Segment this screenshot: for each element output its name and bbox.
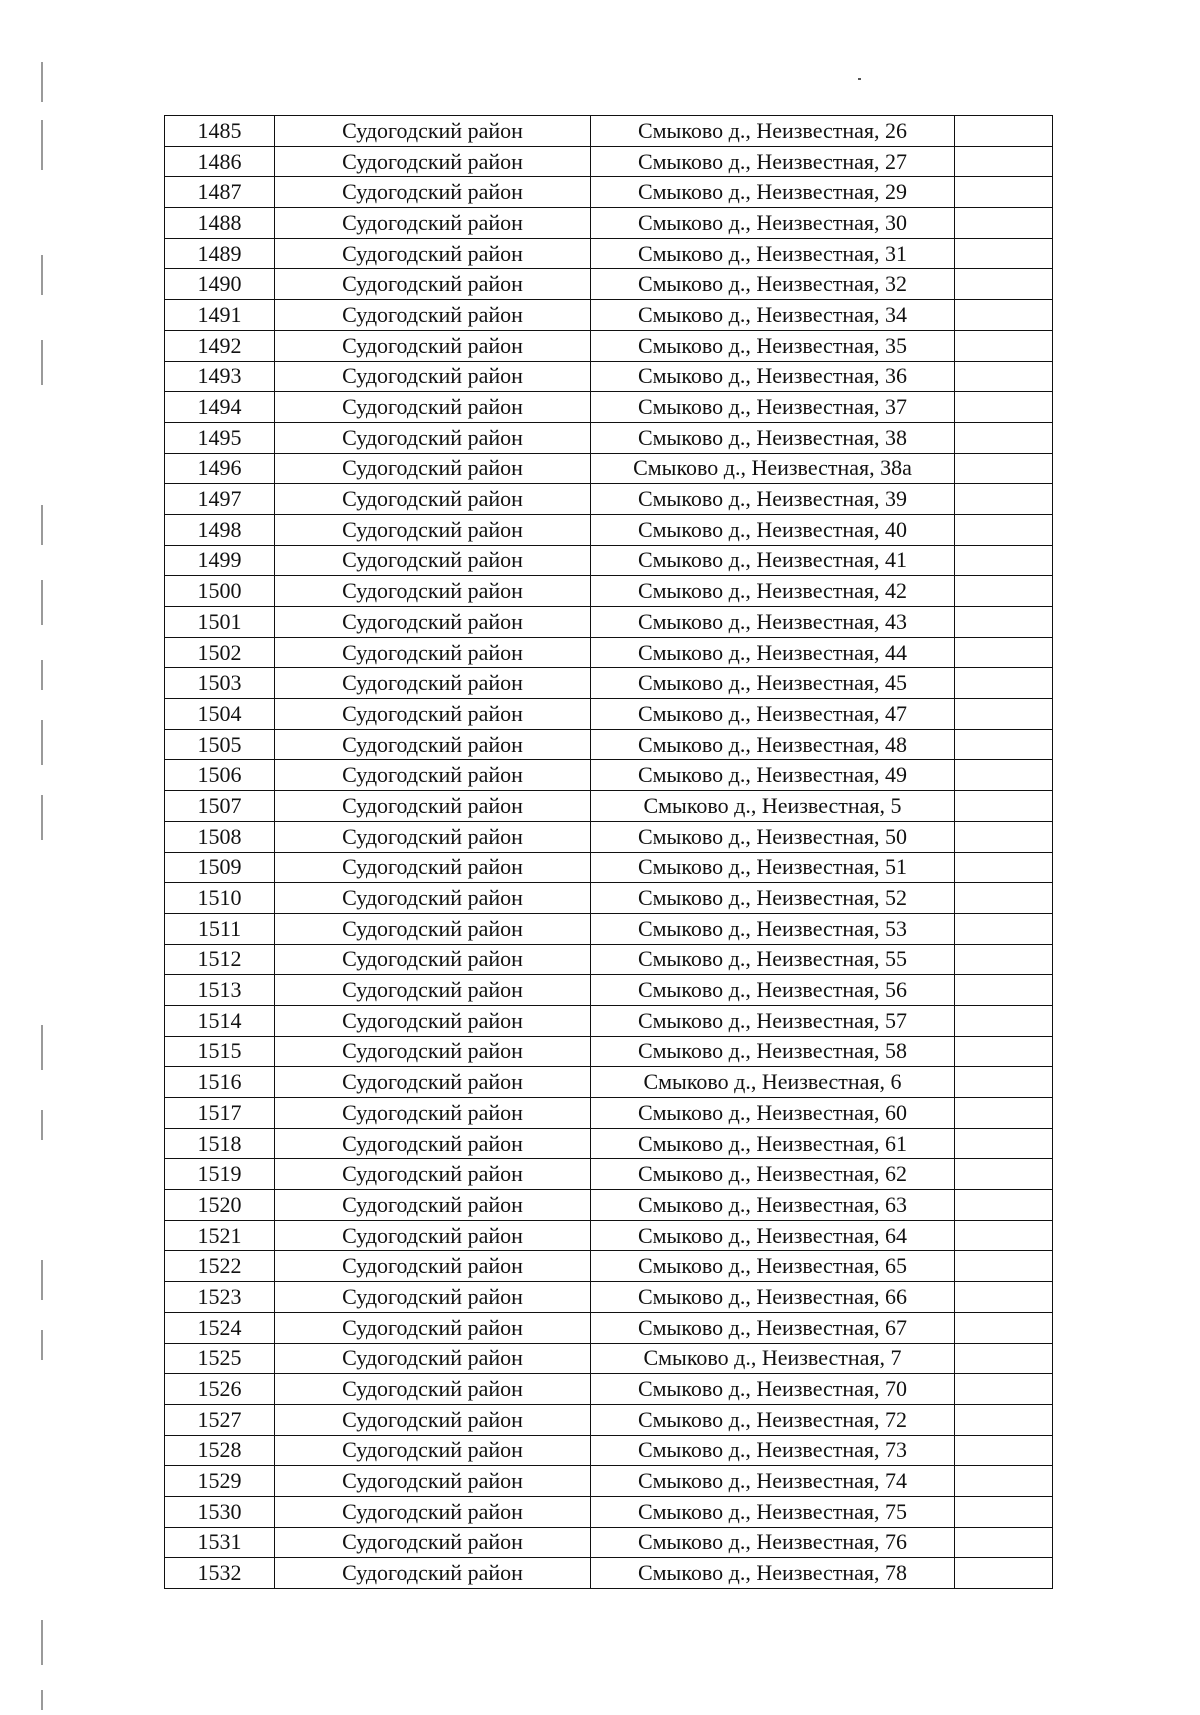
extra-cell [955, 1036, 1053, 1067]
table-row [165, 177, 1053, 208]
table-row [165, 668, 1053, 699]
table-body [165, 116, 1053, 1589]
district-cell: Судогодский район [275, 576, 591, 607]
scan-artifact [41, 720, 43, 765]
address-cell: Смыково д., Неизвестная, 31 [591, 238, 955, 269]
row-number: 1525 [165, 1343, 275, 1374]
address-cell: Смыково д., Неизвестная, 47 [591, 699, 955, 730]
row-number: 1511 [165, 913, 275, 944]
table-row [165, 1374, 1053, 1405]
address-cell: Смыково д., Неизвестная, 30 [591, 208, 955, 239]
table-row [165, 821, 1053, 852]
extra-cell [955, 1282, 1053, 1313]
address-cell: Смыково д., Неизвестная, 41 [591, 545, 955, 576]
district-cell: Судогодский район [275, 300, 591, 331]
address-cell: Смыково д., Неизвестная, 65 [591, 1251, 955, 1282]
address-cell: Смыково д., Неизвестная, 70 [591, 1374, 955, 1405]
address-cell: Смыково д., Неизвестная, 56 [591, 975, 955, 1006]
district-cell: Судогодский район [275, 238, 591, 269]
district-cell: Судогодский район [275, 1036, 591, 1067]
district-cell: Судогодский район [275, 852, 591, 883]
extra-cell [955, 1343, 1053, 1374]
table-row [165, 852, 1053, 883]
row-number: 1507 [165, 791, 275, 822]
row-number: 1530 [165, 1496, 275, 1527]
extra-cell [955, 607, 1053, 638]
extra-cell [955, 699, 1053, 730]
row-number: 1510 [165, 883, 275, 914]
district-cell: Судогодский район [275, 1558, 591, 1589]
district-cell: Судогодский район [275, 1098, 591, 1129]
district-cell: Судогодский район [275, 361, 591, 392]
address-cell: Смыково д., Неизвестная, 64 [591, 1220, 955, 1251]
row-number: 1492 [165, 330, 275, 361]
scan-artifact [41, 1330, 43, 1360]
row-number: 1531 [165, 1527, 275, 1558]
extra-cell [955, 729, 1053, 760]
extra-cell [955, 1098, 1053, 1129]
scan-artifact [41, 255, 43, 295]
extra-cell [955, 1374, 1053, 1405]
extra-cell [955, 1128, 1053, 1159]
table-row [165, 883, 1053, 914]
address-cell: Смыково д., Неизвестная, 52 [591, 883, 955, 914]
district-cell: Судогодский район [275, 514, 591, 545]
district-cell: Судогодский район [275, 177, 591, 208]
district-cell: Судогодский район [275, 668, 591, 699]
extra-cell [955, 116, 1053, 147]
address-cell: Смыково д., Неизвестная, 32 [591, 269, 955, 300]
district-cell: Судогодский район [275, 1466, 591, 1497]
address-cell: Смыково д., Неизвестная, 7 [591, 1343, 955, 1374]
address-cell: Смыково д., Неизвестная, 27 [591, 146, 955, 177]
address-cell: Смыково д., Неизвестная, 34 [591, 300, 955, 331]
district-cell: Судогодский район [275, 392, 591, 423]
table-row [165, 1558, 1053, 1589]
table-row [165, 637, 1053, 668]
district-cell: Судогодский район [275, 883, 591, 914]
district-cell: Судогодский район [275, 1190, 591, 1221]
table-row [165, 300, 1053, 331]
address-cell: Смыково д., Неизвестная, 6 [591, 1067, 955, 1098]
table-row [165, 1312, 1053, 1343]
scan-artifact [41, 1025, 43, 1070]
address-cell: Смыково д., Неизвестная, 53 [591, 913, 955, 944]
row-number: 1526 [165, 1374, 275, 1405]
address-cell: Смыково д., Неизвестная, 43 [591, 607, 955, 638]
table-row [165, 453, 1053, 484]
table-row [165, 514, 1053, 545]
address-cell: Смыково д., Неизвестная, 61 [591, 1128, 955, 1159]
extra-cell [955, 422, 1053, 453]
district-cell: Судогодский район [275, 729, 591, 760]
row-number: 1504 [165, 699, 275, 730]
row-number: 1528 [165, 1435, 275, 1466]
extra-cell [955, 269, 1053, 300]
district-cell: Судогодский район [275, 760, 591, 791]
table-row [165, 607, 1053, 638]
address-cell: Смыково д., Неизвестная, 67 [591, 1312, 955, 1343]
table-row [165, 1435, 1053, 1466]
address-cell: Смыково д., Неизвестная, 42 [591, 576, 955, 607]
table-row [165, 146, 1053, 177]
table-row [165, 576, 1053, 607]
table-row [165, 116, 1053, 147]
table-row [165, 269, 1053, 300]
extra-cell [955, 668, 1053, 699]
row-number: 1522 [165, 1251, 275, 1282]
scan-artifact [41, 1620, 43, 1665]
address-cell: Смыково д., Неизвестная, 36 [591, 361, 955, 392]
row-number: 1513 [165, 975, 275, 1006]
extra-cell [955, 1312, 1053, 1343]
scan-artifact [41, 120, 43, 170]
district-cell: Судогодский район [275, 913, 591, 944]
extra-cell [955, 1067, 1053, 1098]
row-number: 1494 [165, 392, 275, 423]
table-row [165, 422, 1053, 453]
row-number: 1505 [165, 729, 275, 760]
address-cell: Смыково д., Неизвестная, 55 [591, 944, 955, 975]
extra-cell [955, 637, 1053, 668]
scan-artifact [41, 62, 43, 102]
row-number: 1519 [165, 1159, 275, 1190]
address-cell: Смыково д., Неизвестная, 26 [591, 116, 955, 147]
extra-cell [955, 913, 1053, 944]
address-cell: Смыково д., Неизвестная, 76 [591, 1527, 955, 1558]
address-cell: Смыково д., Неизвестная, 44 [591, 637, 955, 668]
row-number: 1491 [165, 300, 275, 331]
row-number: 1490 [165, 269, 275, 300]
address-cell: Смыково д., Неизвестная, 73 [591, 1435, 955, 1466]
row-number: 1517 [165, 1098, 275, 1129]
district-cell: Судогодский район [275, 208, 591, 239]
table-row [165, 1128, 1053, 1159]
scan-artifact [41, 1110, 43, 1140]
row-number: 1495 [165, 422, 275, 453]
table-row [165, 699, 1053, 730]
row-number: 1493 [165, 361, 275, 392]
address-cell: Смыково д., Неизвестная, 40 [591, 514, 955, 545]
table-row [165, 1404, 1053, 1435]
table-row [165, 545, 1053, 576]
address-cell: Смыково д., Неизвестная, 29 [591, 177, 955, 208]
extra-cell [955, 1558, 1053, 1589]
row-number: 1520 [165, 1190, 275, 1221]
extra-cell [955, 453, 1053, 484]
row-number: 1499 [165, 545, 275, 576]
address-cell: Смыково д., Неизвестная, 57 [591, 1005, 955, 1036]
table-row [165, 791, 1053, 822]
row-number: 1497 [165, 484, 275, 515]
table-row [165, 1251, 1053, 1282]
address-cell: Смыково д., Неизвестная, 63 [591, 1190, 955, 1221]
district-cell: Судогодский район [275, 1005, 591, 1036]
table-row [165, 238, 1053, 269]
address-cell: Смыково д., Неизвестная, 72 [591, 1404, 955, 1435]
row-number: 1485 [165, 116, 275, 147]
district-cell: Судогодский район [275, 607, 591, 638]
table-row [165, 975, 1053, 1006]
table-row [165, 1220, 1053, 1251]
address-cell: Смыково д., Неизвестная, 50 [591, 821, 955, 852]
extra-cell [955, 300, 1053, 331]
extra-cell [955, 883, 1053, 914]
row-number: 1496 [165, 453, 275, 484]
district-cell: Судогодский район [275, 821, 591, 852]
extra-cell [955, 975, 1053, 1006]
district-cell: Судогодский район [275, 116, 591, 147]
address-cell: Смыково д., Неизвестная, 66 [591, 1282, 955, 1313]
table-row [165, 1527, 1053, 1558]
row-number: 1527 [165, 1404, 275, 1435]
table-row [165, 1098, 1053, 1129]
extra-cell [955, 576, 1053, 607]
district-cell: Судогодский район [275, 1343, 591, 1374]
extra-cell [955, 821, 1053, 852]
district-cell: Судогодский район [275, 1374, 591, 1405]
extra-cell [955, 852, 1053, 883]
district-cell: Судогодский район [275, 330, 591, 361]
row-number: 1503 [165, 668, 275, 699]
extra-cell [955, 484, 1053, 515]
district-cell: Судогодский район [275, 1496, 591, 1527]
district-cell: Судогодский район [275, 1220, 591, 1251]
table-row [165, 361, 1053, 392]
district-cell: Судогодский район [275, 791, 591, 822]
extra-cell [955, 238, 1053, 269]
address-cell: Смыково д., Неизвестная, 5 [591, 791, 955, 822]
extra-cell [955, 760, 1053, 791]
table-row [165, 1159, 1053, 1190]
table-row [165, 944, 1053, 975]
row-number: 1521 [165, 1220, 275, 1251]
row-number: 1489 [165, 238, 275, 269]
scan-artifact [41, 660, 43, 690]
district-cell: Судогодский район [275, 1251, 591, 1282]
address-cell: Смыково д., Неизвестная, 45 [591, 668, 955, 699]
extra-cell [955, 944, 1053, 975]
address-cell: Смыково д., Неизвестная, 62 [591, 1159, 955, 1190]
address-cell: Смыково д., Неизвестная, 74 [591, 1466, 955, 1497]
district-cell: Судогодский район [275, 453, 591, 484]
extra-cell [955, 1496, 1053, 1527]
scan-artifact [41, 340, 43, 385]
district-cell: Судогодский район [275, 1159, 591, 1190]
table-row [165, 1466, 1053, 1497]
address-cell: Смыково д., Неизвестная, 75 [591, 1496, 955, 1527]
address-cell: Смыково д., Неизвестная, 48 [591, 729, 955, 760]
district-cell: Судогодский район [275, 975, 591, 1006]
scan-artifact [858, 78, 861, 80]
table-row [165, 913, 1053, 944]
address-table [164, 115, 1053, 1589]
district-cell: Судогодский район [275, 699, 591, 730]
district-cell: Судогодский район [275, 545, 591, 576]
table-row [165, 330, 1053, 361]
table-row [165, 484, 1053, 515]
extra-cell [955, 1527, 1053, 1558]
row-number: 1529 [165, 1466, 275, 1497]
row-number: 1532 [165, 1558, 275, 1589]
table-row [165, 1343, 1053, 1374]
district-cell: Судогодский район [275, 1527, 591, 1558]
scan-artifact [41, 505, 43, 545]
extra-cell [955, 1220, 1053, 1251]
extra-cell [955, 545, 1053, 576]
row-number: 1514 [165, 1005, 275, 1036]
address-cell: Смыково д., Неизвестная, 51 [591, 852, 955, 883]
row-number: 1487 [165, 177, 275, 208]
district-cell: Судогодский район [275, 484, 591, 515]
row-number: 1506 [165, 760, 275, 791]
row-number: 1515 [165, 1036, 275, 1067]
district-cell: Судогодский район [275, 1282, 591, 1313]
row-number: 1486 [165, 146, 275, 177]
row-number: 1512 [165, 944, 275, 975]
table-row [165, 208, 1053, 239]
district-cell: Судогодский район [275, 944, 591, 975]
extra-cell [955, 1005, 1053, 1036]
row-number: 1509 [165, 852, 275, 883]
district-cell: Судогодский район [275, 1312, 591, 1343]
address-cell: Смыково д., Неизвестная, 58 [591, 1036, 955, 1067]
extra-cell [955, 146, 1053, 177]
extra-cell [955, 208, 1053, 239]
extra-cell [955, 791, 1053, 822]
district-cell: Судогодский район [275, 422, 591, 453]
row-number: 1518 [165, 1128, 275, 1159]
extra-cell [955, 1159, 1053, 1190]
scan-artifact [41, 580, 43, 625]
row-number: 1502 [165, 637, 275, 668]
table-row [165, 1005, 1053, 1036]
table-row [165, 1067, 1053, 1098]
address-cell: Смыково д., Неизвестная, 35 [591, 330, 955, 361]
extra-cell [955, 514, 1053, 545]
row-number: 1516 [165, 1067, 275, 1098]
row-number: 1488 [165, 208, 275, 239]
row-number: 1508 [165, 821, 275, 852]
extra-cell [955, 177, 1053, 208]
address-cell: Смыково д., Неизвестная, 38а [591, 453, 955, 484]
row-number: 1498 [165, 514, 275, 545]
table-row [165, 392, 1053, 423]
table-row [165, 1282, 1053, 1313]
scan-artifact [41, 1260, 43, 1300]
table-row [165, 729, 1053, 760]
address-cell: Смыково д., Неизвестная, 49 [591, 760, 955, 791]
address-cell: Смыково д., Неизвестная, 38 [591, 422, 955, 453]
row-number: 1524 [165, 1312, 275, 1343]
extra-cell [955, 1251, 1053, 1282]
extra-cell [955, 361, 1053, 392]
scan-artifact [41, 1690, 43, 1710]
district-cell: Судогодский район [275, 1128, 591, 1159]
row-number: 1501 [165, 607, 275, 638]
extra-cell [955, 1466, 1053, 1497]
table-row [165, 1496, 1053, 1527]
address-cell: Смыково д., Неизвестная, 78 [591, 1558, 955, 1589]
district-cell: Судогодский район [275, 269, 591, 300]
address-cell: Смыково д., Неизвестная, 37 [591, 392, 955, 423]
district-cell: Судогодский район [275, 637, 591, 668]
row-number: 1523 [165, 1282, 275, 1313]
table-row [165, 1190, 1053, 1221]
district-cell: Судогодский район [275, 1067, 591, 1098]
table-row [165, 1036, 1053, 1067]
district-cell: Судогодский район [275, 1404, 591, 1435]
extra-cell [955, 1435, 1053, 1466]
district-cell: Судогодский район [275, 146, 591, 177]
extra-cell [955, 1404, 1053, 1435]
extra-cell [955, 330, 1053, 361]
table-row [165, 760, 1053, 791]
address-cell: Смыково д., Неизвестная, 60 [591, 1098, 955, 1129]
address-cell: Смыково д., Неизвестная, 39 [591, 484, 955, 515]
district-cell: Судогодский район [275, 1435, 591, 1466]
row-number: 1500 [165, 576, 275, 607]
extra-cell [955, 1190, 1053, 1221]
extra-cell [955, 392, 1053, 423]
scan-artifact [41, 795, 43, 840]
